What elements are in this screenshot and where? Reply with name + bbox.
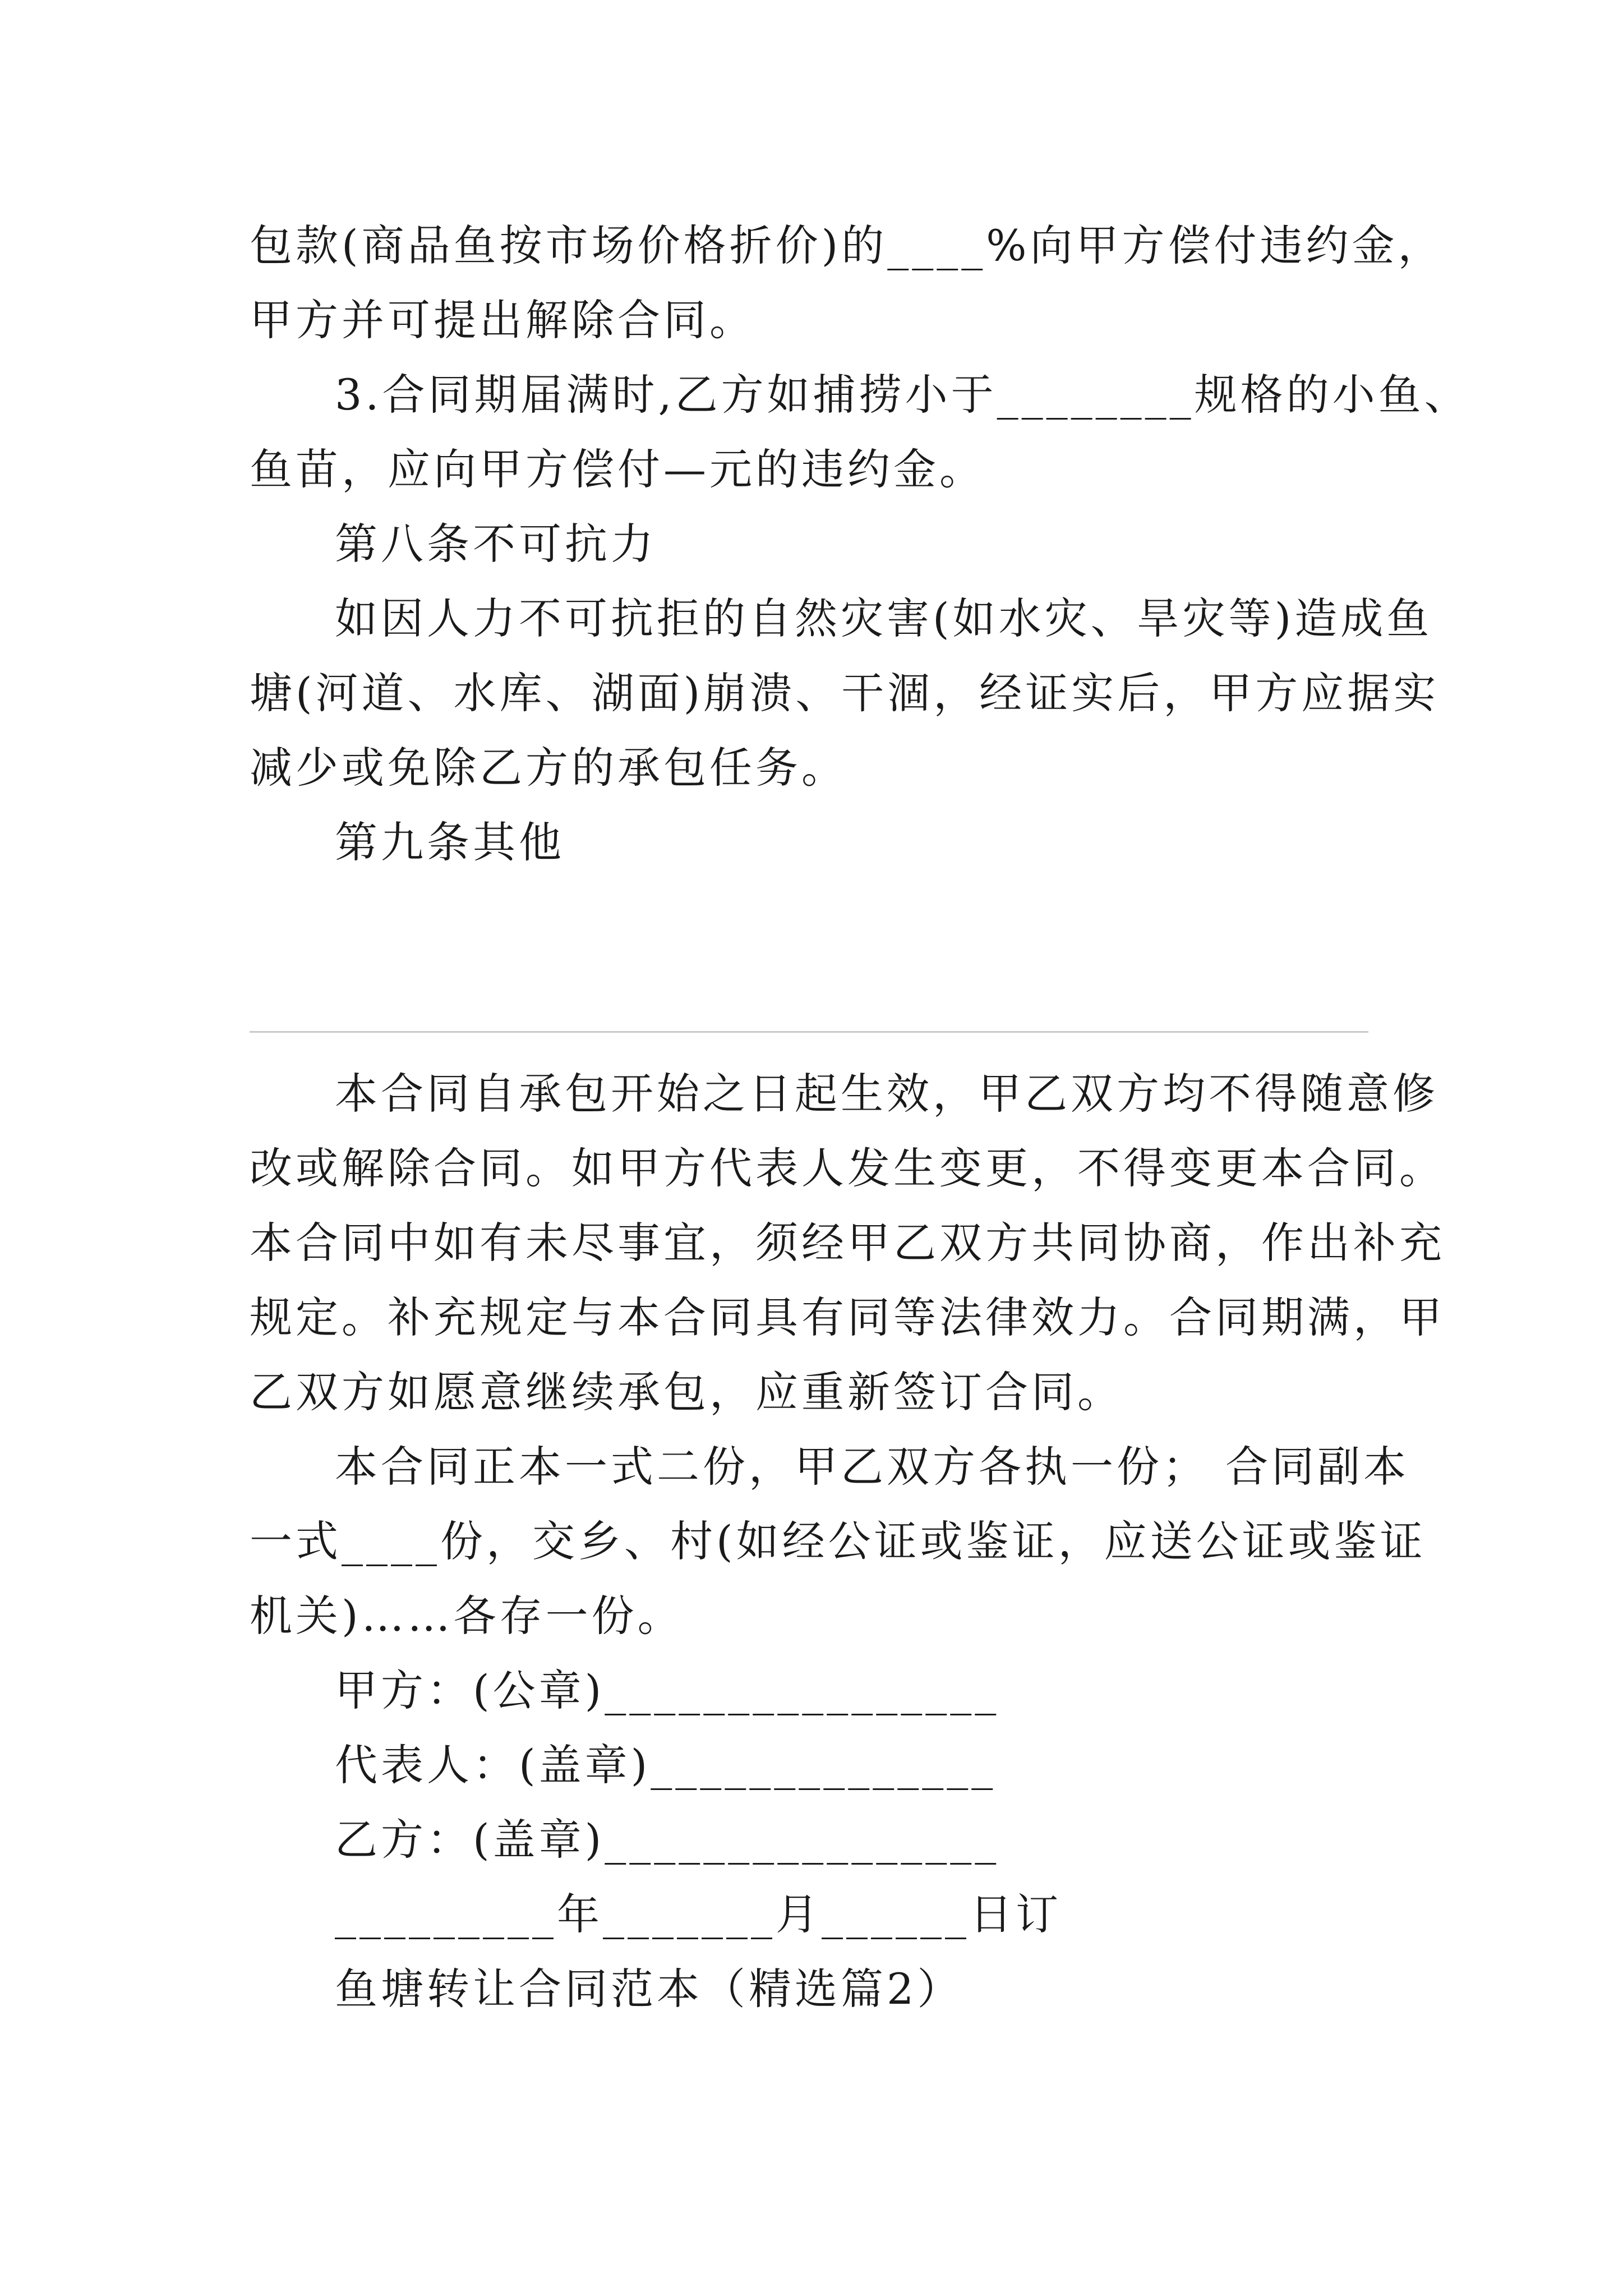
text-line: 本合同正本一式二份，甲乙双方各执一份； 合同副本 xyxy=(335,1442,1410,1492)
signature-line-party-a: 甲方：(公章)________________ xyxy=(335,1665,1000,1715)
text-line: 规定。补充规定与本合同具有同等法律效力。合同期满，甲 xyxy=(250,1292,1445,1342)
text-line: 本合同自承包开始之日起生效，甲乙双方均不得随意修 xyxy=(335,1069,1438,1119)
next-section-title: 鱼塘转让合同范本（精选篇2） xyxy=(335,1964,963,2014)
text-line: 机关)……各存一份。 xyxy=(250,1591,684,1641)
text-line: 鱼苗，应向甲方偿付—元的违约金。 xyxy=(250,444,985,494)
signature-line-party-b: 乙方：(盖章)________________ xyxy=(335,1815,1000,1865)
section-heading: 第八条不可抗力 xyxy=(335,519,657,569)
text-line: 一式____份，交乡、村(如经公证或鉴证，应送公证或鉴证 xyxy=(250,1516,1426,1566)
signature-line-representative: 代表人：(盖章)______________ xyxy=(335,1740,997,1790)
text-line: 减少或免除乙方的承包任务。 xyxy=(250,743,847,793)
page-divider xyxy=(250,1031,1368,1033)
text-line: 乙双方如愿意继续承包，应重新签订合同。 xyxy=(250,1367,1123,1417)
text-line: 如因人力不可抗拒的自然灾害(如水灾、旱灾等)造成鱼 xyxy=(335,593,1433,643)
text-line: 本合同中如有未尽事宜，须经甲乙双方共同协商，作出补充 xyxy=(250,1218,1445,1268)
section-heading: 第九条其他 xyxy=(335,817,565,867)
date-line: _________年_______月______日订 xyxy=(335,1889,1062,1939)
text-line: 甲方并可提出解除合同。 xyxy=(250,295,755,345)
text-line: 包款(商品鱼按市场价格折价)的____%向甲方偿付违约金， xyxy=(250,220,1444,270)
text-line: 改或解除合同。如甲方代表人发生变更，不得变更本合同。 xyxy=(250,1143,1445,1193)
text-line: 3.合同期届满时,乙方如捕捞小于________规格的小鱼、 xyxy=(335,370,1470,420)
text-line: 塘(河道、水库、湖面)崩溃、干涸，经证实后，甲方应据实 xyxy=(250,668,1440,718)
